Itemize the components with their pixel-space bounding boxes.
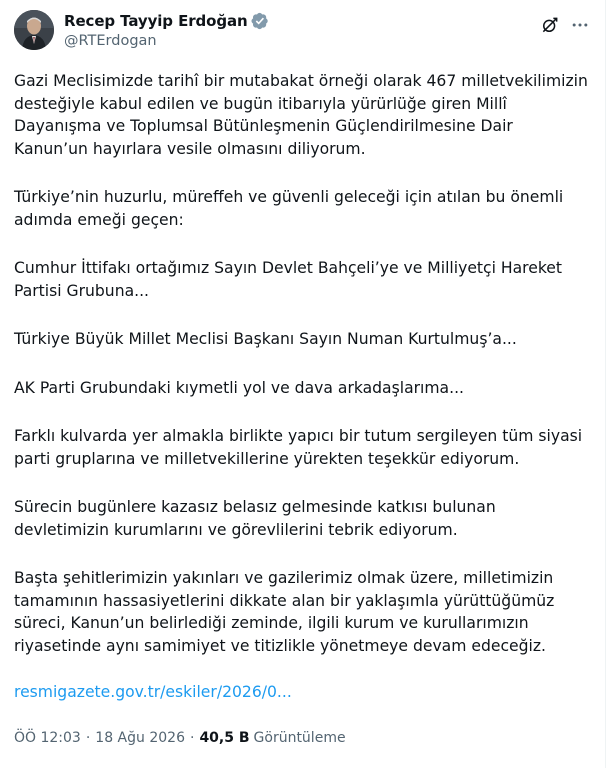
views-label: Görüntüleme: [253, 730, 346, 746]
meta-separator: ·: [85, 730, 91, 746]
tweet-link[interactable]: resmigazete.gov.tr/eskiler/2026/0...: [14, 683, 292, 701]
tweet-date[interactable]: 18 Ağu 2026: [95, 730, 185, 746]
views-count: 40,5 B: [199, 730, 250, 746]
tweet-header: [14, 10, 591, 56]
tweet-paragraph: AK Parti Grubundaki kıymetli yol ve dava arkadaşlarıma...: [14, 378, 464, 397]
tweet-paragraph: Sürecin bugünlere kazasız belasız gelmesinde katkısı bulunan devletimizin kurumlarını ve görevlilerini tebrik ediyorum.: [14, 498, 496, 539]
handle[interactable]: @RTErdogan: [64, 33, 157, 49]
verified-badge-icon[interactable]: [251, 12, 269, 30]
more-icon[interactable]: [569, 14, 591, 36]
tweet-body: [14, 70, 589, 703]
grok-icon[interactable]: [539, 14, 561, 36]
tweet-paragraph: Türkiye’nin huzurlu, müreffeh ve güvenli geleceği için atılan bu önemli adımda emeği geçen:: [14, 188, 564, 229]
display-name-row: [64, 11, 269, 31]
meta-separator: ·: [189, 730, 195, 746]
tweet-paragraph: Başta şehitlerimizin yakınları ve gazilerimiz olmak üzere, milletimizin tamamının hassasiyetlerini dikkate alan bir yaklaşımla yürüttüğümüz süreci, Kanun’un belirlediği zeminde, ilgili kurum ve kurullarımızın riyasetinde aynı samimiyet ve titizlikle yönetmeye devam edeceğiz.: [14, 569, 555, 655]
header-actions: [539, 14, 591, 36]
tweet-paragraph: Türkiye Büyük Millet Meclisi Başkanı Sayın Numan Kurtulmuş’a...: [14, 330, 517, 348]
tweet-paragraph: Farklı kulvarda yer almakla birlikte yapıcı bir tutum sergileyen tüm siyasi parti gruplarına ve milletvekillerine yürekten teşekkür ediyorum.: [14, 427, 583, 468]
tweet-paragraph: Cumhur İttifakı ortağımız Sayın Devlet Bahçeli’ye ve Milliyetçi Hareket Partisi Grubuna...: [14, 259, 563, 300]
tweet-meta: [14, 730, 346, 746]
tweet-time[interactable]: ÖÖ 12:03: [14, 730, 81, 746]
tweet-paragraph: Gazi Meclisimizde tarihî bir mutabakat örneği olarak 467 milletvekilimizin desteğiyle kabul edilen ve bugün itibarıyla yürürlüğe giren Millî Dayanışma ve Toplumsal Bütünleşmenin Güçlendirilmesine Dair Kanun’un hayırlara vesile olmasını diliyorum.: [14, 72, 588, 158]
avatar[interactable]: [14, 10, 54, 50]
author-names: [64, 11, 269, 49]
display-name[interactable]: Recep Tayyip Erdoğan: [64, 12, 248, 30]
